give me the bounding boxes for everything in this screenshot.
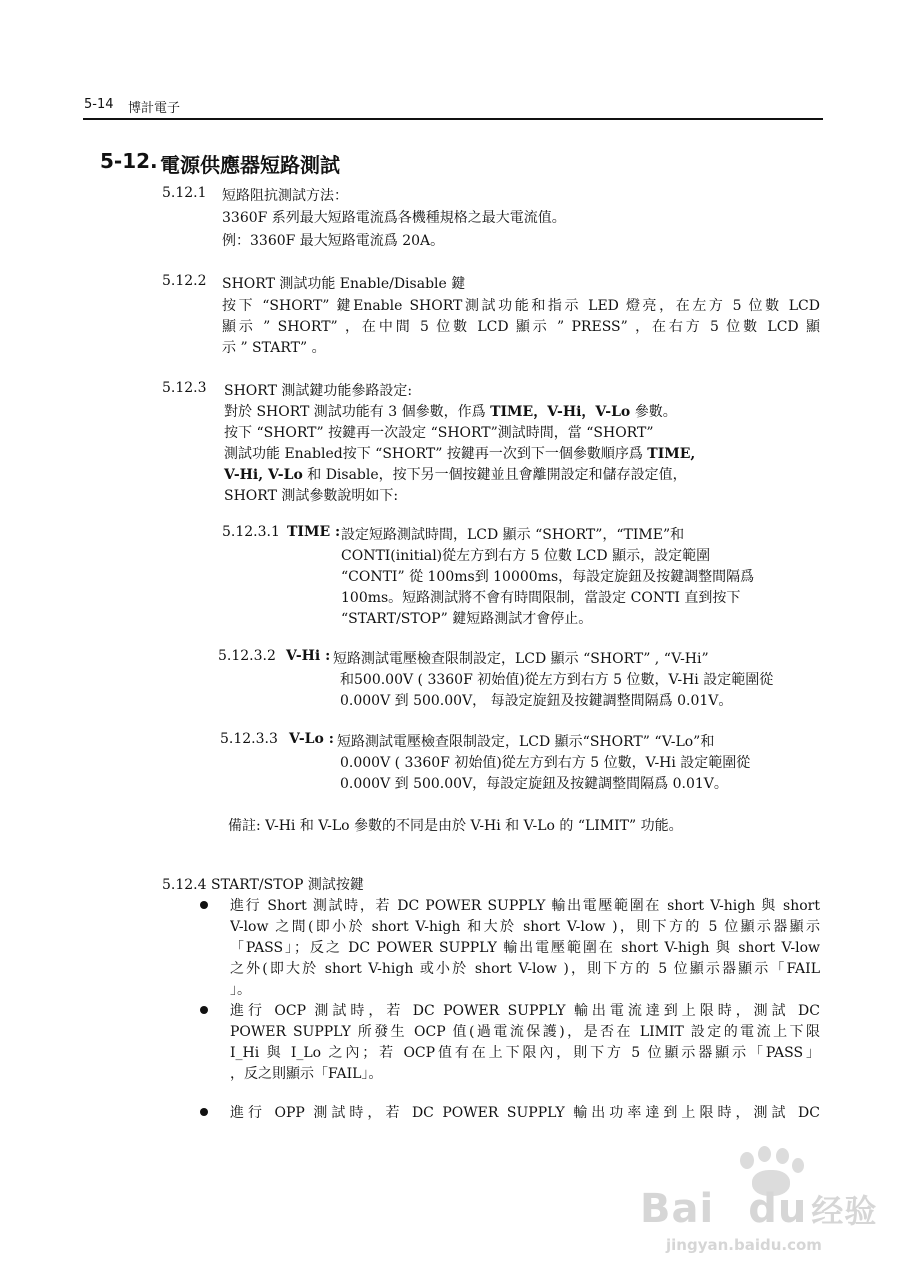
paragraph-line [224,443,695,463]
bullet-dot [200,1108,208,1116]
watermark-brand: du [748,1186,808,1232]
subsection-heading: SHORT 測試鍵功能參路設定: [224,383,413,399]
paragraph-line: “CONTI” 從 100ms到 10000ms，每設定旋鈕及按鍵調整間隔爲 [341,569,755,585]
subsection-heading: SHORT 測試功能 Enable/Disable 鍵 [222,276,466,292]
paragraph-line: 短路測試電壓檢查限制設定，LCD 顯示 “SHORT” , “V-Hi” [333,651,709,667]
paragraph-line: ，反之則顯示「FAIL」。 [230,1066,383,1082]
paragraph-line: SHORT 測試參數說明如下: [224,488,399,504]
paragraph-line: 0.000V 到 500.00V， 每設定旋鈕及按鍵調整間隔爲 0.01V。 [340,693,733,709]
paragraph-line: 進行 Short 測試時，若 DC POWER SUPPLY 輸出電壓範圍在 short V-high 與 short [230,898,820,914]
paragraph-line: 0.000V 到 500.00V，每設定旋鈕及按鍵調整間隔爲 0.01V。 [340,776,728,792]
paragraph-line: I_Hi 與 I_Lo 之內；若 OCP值有在上下限內，則下方 5 位顯示器顯示「PASS」 [230,1045,820,1061]
paragraph-line: CONTI(initial)從左方到右方 5 位數 LCD 顯示，設定範圍 [341,548,711,564]
paragraph-line: 按下 “SHORT” 按鍵再一次設定 “SHORT”測試時間，當 “SHORT” [224,425,654,441]
watermark-url: jingyan.baidu.com [666,1236,822,1254]
paragraph-line: 短路測試電壓檢查限制設定，LCD 顯示“SHORT” “V-Lo”和 [337,734,715,750]
paragraph-line: 按下 “SHORT” 鍵Enable SHORT測試功能和指示 LED 燈亮，在左方 5 位數 LCD [222,298,820,314]
baidu-watermark [640,1150,890,1260]
bullet-dot [200,901,208,909]
paragraph-line: 進行 OCP 測試時，若 DC POWER SUPPLY 輸出電流達到上限時，測試 DC [230,1003,820,1019]
param-names: TIME, [647,446,696,462]
paragraph-line [224,464,687,484]
param-label: V-Lo : [289,731,334,747]
paragraph-line: 進行 OPP 測試時，若 DC POWER SUPPLY 輸出功率達到上限時，測試 DC [230,1105,820,1121]
bullet-dot [200,1006,208,1014]
paragraph-line: POWER SUPPLY 所發生 OCP 值(過電流保護)，是否在 LIMIT 設定的電流上下限 [230,1024,820,1040]
paragraph-line: “START/STOP” 鍵短路測試才會停止。 [341,611,593,627]
paragraph-line: 顯示 ” SHORT” ，在中間 5 位數 LCD 顯示 ” PRESS” ，在右方 5 位數 LCD 顯 [222,319,820,335]
paragraph-line: 和500.00V ( 3360F 初始值)從左方到右方 5 位數，V-Hi 設定範圍從 [340,672,774,688]
subsection-number: 5.12.1 [162,185,207,201]
paw-icon [740,1152,754,1169]
paragraph-line [224,401,677,421]
param-names: TIME，V-Hi，V-Lo [490,404,631,420]
note: 備註: V-Hi 和 V-Lo 參數的不同是由於 V-Hi 和 V-Lo 的 “LIMIT” 功能。 [228,818,683,834]
section-title: 電源供應器短路測試 [160,153,340,177]
paragraph-line: 0.000V ( 3360F 初始值)從左方到右方 5 位數，V-Hi 設定範圍從 [340,755,751,771]
paragraph-line: 100ms。短路測試將不會有時間限制，當設定 CONTI 直到按下 [341,590,741,606]
running-title: 博計電子 [128,101,181,116]
text-run: 對於 SHORT 測試功能有 3 個參數，作爲 [224,404,486,420]
subsection-number: 5.12.3 [162,380,207,396]
paragraph-line: 」。 [230,982,251,998]
paragraph-line: V-low 之間(即小於 short V-high 和大於 short V-low )，則下方的 5 位顯示器顯示 [230,919,820,935]
subsection-number: 5.12.3.2 [218,648,276,664]
text-run: 和 Disable，按下另一個按鍵並且會離開設定和儲存設定值， [307,467,687,483]
section-number: 5-12. [100,149,158,173]
subsection-number: 5.12.2 [162,273,207,289]
paragraph-line: 設定短路測試時間，LCD 顯示 “SHORT”，“TIME”和 [341,527,685,543]
param-label: V-Hi : [286,648,331,664]
paragraph-line: 「PASS」；反之 DC POWER SUPPLY 輸出電壓範圍在 short V-high 與 short V-low [230,940,820,956]
paragraph-line: 例：3360F 最大短路電流爲 20A。 [222,233,445,249]
param-label: TIME : [287,524,341,540]
header-rule [83,118,823,120]
text-run: 參數。 [634,404,677,420]
paragraph-line: 之外(即大於 short V-high 或小於 short V-low )，則下方的 5 位顯示器顯示「FAIL [230,961,820,977]
text-run: 測試功能 Enabled按下 “SHORT” 按鍵再一次到下一個參數順序爲 [224,446,643,462]
paragraph-line: 示 ” START” 。 [222,340,326,356]
param-names: V-Hi, V-Lo [224,467,303,483]
watermark-brand: 经验 [811,1192,878,1230]
watermark-brand: Bai [640,1186,715,1232]
paragraph-line: 3360F 系列最大短路電流爲各機種規格之最大電流值。 [222,210,566,226]
paragraph-line: 短路阻抗測試方法： [222,188,348,204]
subsection-number: 5.12.3.1 [222,524,280,540]
subsection-number: 5.12.3.3 [220,731,278,747]
subsection-heading: 5.12.4 START/STOP 測試按鍵 [162,877,364,893]
page-number: 5-14 [84,97,114,112]
